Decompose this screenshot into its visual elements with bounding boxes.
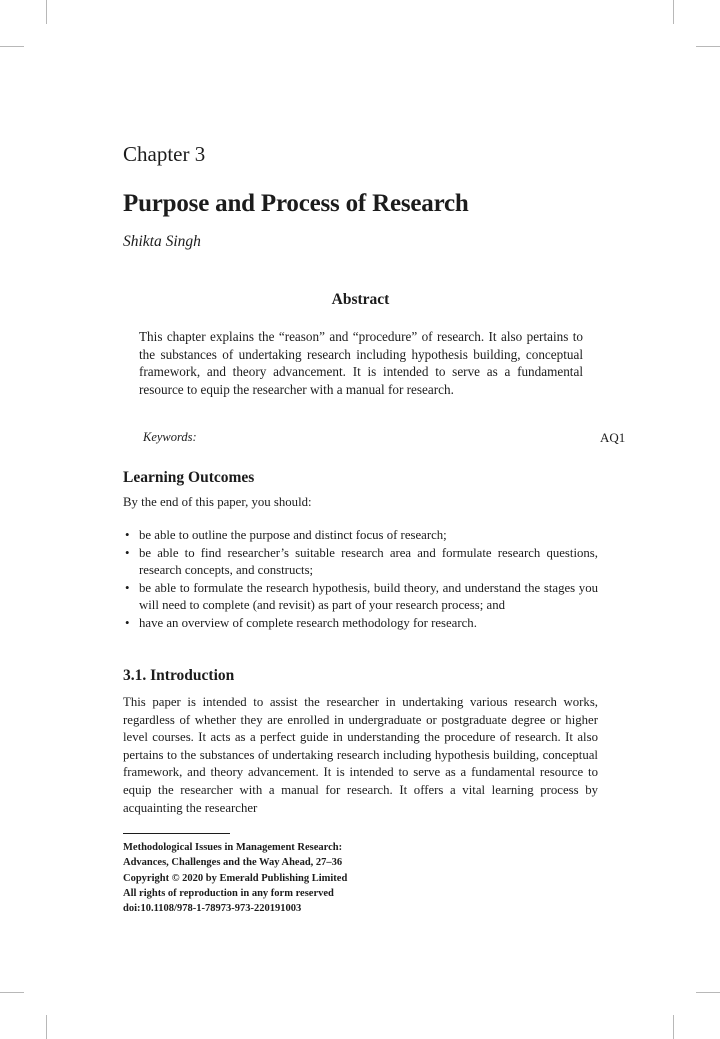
bullet-icon: •: [125, 545, 130, 560]
footnote-line: doi:10.1108/978-1-78973-973-220191003: [123, 903, 302, 915]
list-item: [123, 615, 598, 633]
bullet-icon: •: [125, 528, 130, 542]
footnote-divider: [123, 833, 230, 834]
author-query-marker: AQ1: [600, 430, 626, 445]
crop-mark-top-right: [696, 46, 720, 47]
list-item-text: have an overview of complete research methodology for research.: [139, 615, 477, 630]
author-name: Shikta Singh: [123, 233, 201, 250]
crop-mark-bottom-left-v: [46, 1015, 47, 1039]
footnote-line: Copyright © 2020 by Emerald Publishing Limited: [123, 872, 348, 884]
bullet-icon: •: [125, 580, 130, 595]
list-item: [123, 527, 598, 545]
footnote-line: Advances, Challenges and the Way Ahead, 27–36: [123, 857, 343, 869]
footnote-line: Methodological Issues in Management Research:: [123, 842, 343, 853]
learning-outcomes-list: [123, 527, 598, 633]
list-item-text: be able to outline the purpose and distinct focus of research;: [139, 528, 447, 542]
list-item-text: be able to find researcher’s suitable research area and formulate research questions, research concepts, and constructs;: [139, 545, 598, 578]
footnote-block: [123, 840, 347, 916]
crop-mark-bottom-left: [0, 992, 24, 993]
bullet-icon: •: [125, 615, 130, 630]
crop-mark-top-left: [0, 46, 24, 47]
chapter-label: Chapter 3: [123, 142, 206, 166]
crop-mark-top-left-v: [46, 0, 47, 24]
learning-outcomes-intro: By the end of this paper, you should:: [123, 495, 312, 509]
chapter-title: Purpose and Process of Research: [123, 190, 469, 217]
crop-mark-top-right-v: [673, 0, 674, 24]
introduction-body: This paper is intended to assist the researcher in undertaking various research works, regardless of whether they are enrolled in undergraduate or postgraduate degree or higher level courses. It acts as a perfect guide in understanding the procedure of research. It also pertains to the substances of undertaking research including hypothesis building, conceptual framework, and theory advancement. It is intended to serve as a fundamental resource to equip the researcher with a manual for research. It offers a vital learning process by acquainting the researcher: [123, 695, 598, 815]
abstract-heading: Abstract: [331, 291, 390, 308]
introduction-heading: 3.1. Introduction: [123, 667, 235, 684]
crop-mark-bottom-right: [696, 992, 720, 993]
list-item-text: be able to formulate the research hypothesis, build theory, and understand the stages you will need to complete (and revisit) as part of your research process; and: [139, 580, 598, 613]
footnote-line: All rights of reproduction in any form reserved: [123, 887, 334, 899]
learning-outcomes-heading: Learning Outcomes: [123, 469, 255, 486]
list-item: [123, 545, 598, 580]
list-item: [123, 580, 598, 615]
abstract-body: This chapter explains the “reason” and “procedure” of research. It also pertains to the substances of undertaking research including hypothesis building, conceptual framework, and theory advancement. It is intended to serve as a fundamental resource to equip the researcher with a manual for research.: [139, 329, 583, 397]
crop-mark-bottom-right-v: [673, 1015, 674, 1039]
keywords-label: Keywords:: [143, 430, 197, 444]
